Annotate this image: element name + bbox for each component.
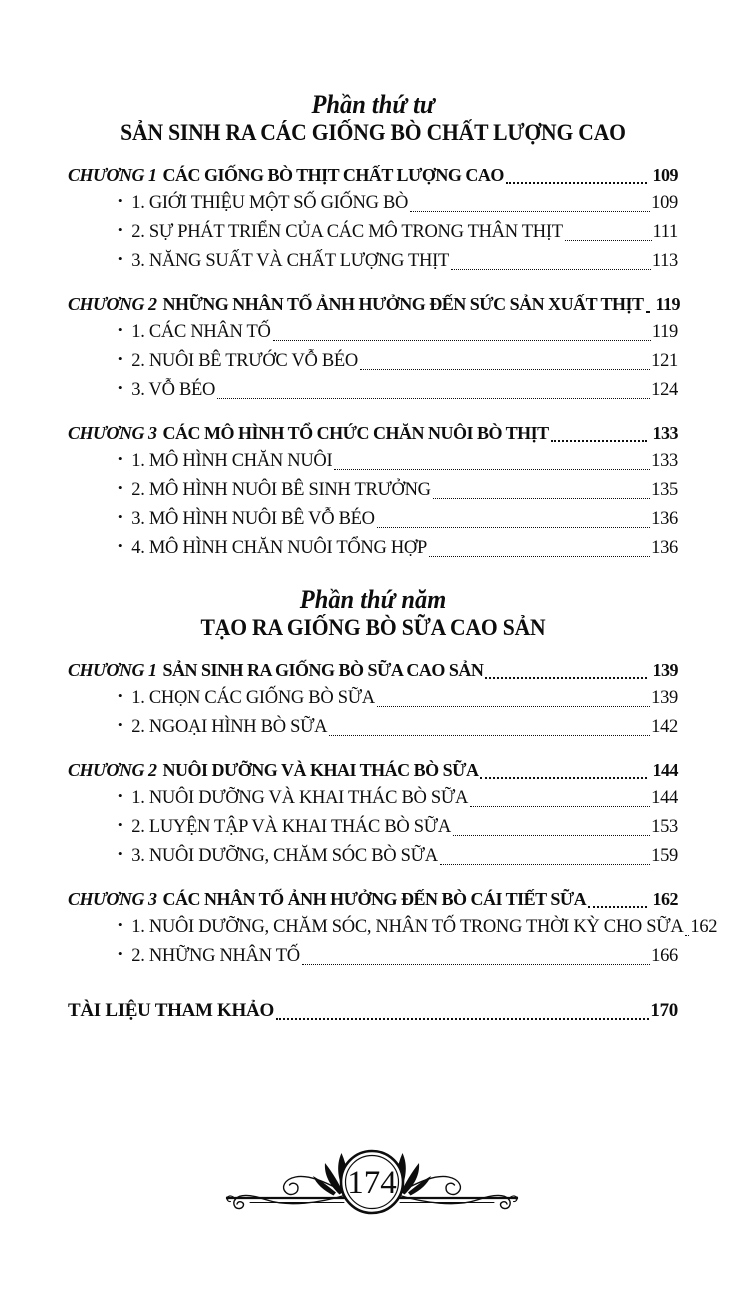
dot-leader (377, 706, 650, 707)
part-title: SẢN SINH RA CÁC GIỐNG BÒ CHẤT LƯỢNG CAO (120, 120, 626, 145)
page-number: 166 (651, 946, 678, 966)
part-heading (68, 90, 678, 147)
dot-leader (329, 735, 650, 736)
dot-leader (480, 777, 646, 779)
toc-chapter-row (68, 419, 678, 447)
toc-part (68, 90, 681, 563)
toc-item-row (68, 913, 718, 942)
bullet-icon: • (118, 846, 123, 861)
toc-item-row (68, 684, 678, 713)
toc-item-row (68, 784, 678, 813)
page-number: 162 (652, 889, 678, 909)
item-title: 4. MÔ HÌNH CHĂN NUÔI TỔNG HỢP (131, 538, 427, 558)
page-number: 136 (651, 538, 678, 558)
chapter-label: CHƯƠNG 2 (68, 760, 157, 780)
item-title: 3. NĂNG SUẤT VÀ CHẤT LƯỢNG THỊT (131, 251, 449, 271)
page-number-medallion (341, 1151, 403, 1213)
dot-leader (217, 398, 650, 399)
toc-part (68, 585, 718, 971)
dot-leader (433, 498, 650, 499)
dot-leader (485, 677, 646, 679)
dot-leader (302, 964, 650, 965)
page-number: 144 (652, 760, 678, 780)
part-heading (68, 585, 678, 642)
dot-leader (377, 527, 650, 528)
chapter-title: CÁC NHÂN TỐ ẢNH HƯỞNG ĐẾN BÒ CÁI TIẾT SỮA (162, 889, 587, 909)
toc-chapter-row (68, 885, 678, 913)
part-label: Phần thứ năm (299, 585, 447, 614)
toc-item-row (68, 347, 678, 376)
chapter-label: CHƯƠNG 3 (68, 889, 157, 909)
dot-leader (646, 311, 650, 313)
item-title: 2. LUYỆN TẬP VÀ KHAI THÁC BÒ SỮA (131, 817, 451, 837)
toc-chapter-row (68, 656, 678, 684)
dot-leader (551, 440, 647, 442)
dot-leader (470, 806, 650, 807)
item-title: 2. MÔ HÌNH NUÔI BÊ SINH TRƯỞNG (131, 480, 431, 500)
toc-item-row (68, 505, 678, 534)
toc-item-row (68, 813, 678, 842)
flourish-right-icon (392, 1153, 518, 1209)
bullet-icon: • (118, 322, 123, 337)
dot-leader (334, 469, 650, 470)
dot-leader (506, 182, 647, 184)
dot-leader (276, 1018, 649, 1020)
toc-item-row (68, 476, 678, 505)
page-number: 111 (652, 222, 678, 242)
page-number: 124 (651, 380, 678, 400)
toc-item-row (68, 447, 678, 476)
chapter-group (68, 756, 678, 871)
item-title: 1. MÔ HÌNH CHĂN NUÔI (131, 451, 333, 471)
bullet-icon: • (118, 688, 123, 703)
chapter-group (68, 885, 718, 971)
dot-leader (451, 269, 651, 270)
dot-leader (440, 864, 650, 865)
dot-leader (360, 369, 650, 370)
bullet-icon: • (118, 251, 123, 266)
item-title: 2. NGOẠI HÌNH BÒ SỮA (131, 717, 328, 737)
item-title: 1. NUÔI DƯỠNG, CHĂM SÓC, NHÂN TỐ TRONG THỜI KỲ CHO SỮA (131, 917, 684, 937)
toc-chapter-row (68, 756, 678, 784)
page-number: 170 (650, 1000, 678, 1021)
references-title: TÀI LIỆU THAM KHẢO (68, 1000, 274, 1021)
item-title: 1. CÁC NHÂN TỐ (131, 322, 271, 342)
page-number: 144 (651, 788, 678, 808)
bullet-icon: • (118, 817, 123, 832)
bullet-icon: • (118, 451, 123, 466)
dot-leader (453, 835, 650, 836)
page-number: 119 (651, 322, 678, 342)
page-number: 136 (651, 509, 678, 529)
chapter-group (68, 161, 678, 276)
page-number: 139 (652, 660, 678, 680)
item-title: 1. NUÔI DƯỠNG VÀ KHAI THÁC BÒ SỮA (131, 788, 469, 808)
item-title: 1. GIỚI THIỆU MỘT SỐ GIỐNG BÒ (131, 193, 409, 213)
toc-sections (68, 90, 718, 971)
bullet-icon: • (118, 788, 123, 803)
bullet-icon: • (118, 917, 123, 932)
chapter-label: CHƯƠNG 1 (68, 660, 157, 680)
page-number: 159 (651, 846, 678, 866)
bullet-icon: • (118, 480, 123, 495)
page-number: 121 (651, 351, 678, 371)
toc-item-row (68, 713, 678, 742)
item-title: 3. MÔ HÌNH NUÔI BÊ VỖ BÉO (131, 509, 375, 529)
item-title: 2. NHỮNG NHÂN TỐ (131, 946, 300, 966)
dot-leader (429, 556, 650, 557)
page-number: 109 (652, 165, 678, 185)
chapter-title: NUÔI DƯỠNG VÀ KHAI THÁC BÒ SỮA (162, 760, 479, 780)
page-number: 153 (651, 817, 678, 837)
bullet-icon: • (118, 380, 123, 395)
toc-item-row (68, 218, 678, 247)
toc-item-row (68, 247, 678, 276)
page-number: 135 (651, 480, 678, 500)
chapter-title: NHỮNG NHÂN TỐ ẢNH HƯỞNG ĐẾN SỨC SẢN XUẤT THỊT (162, 294, 644, 314)
toc-chapter-row (68, 161, 678, 189)
chapter-group (68, 290, 681, 405)
toc-item-row (68, 318, 678, 347)
toc-item-row (68, 376, 678, 405)
chapter-title: CÁC MÔ HÌNH TỔ CHỨC CHĂN NUÔI BÒ THỊT (162, 423, 549, 443)
bullet-icon: • (118, 351, 123, 366)
dot-leader (565, 240, 652, 241)
part-label: Phần thứ tư (311, 90, 435, 119)
dot-leader (588, 906, 646, 908)
dot-leader (685, 935, 689, 936)
page-number: 113 (651, 251, 678, 271)
page-number: 139 (651, 688, 678, 708)
item-title: 3. NUÔI DƯỠNG, CHĂM SÓC BÒ SỮA (131, 846, 438, 866)
footer-ornament (222, 1132, 522, 1242)
chapter-title: CÁC GIỐNG BÒ THỊT CHẤT LƯỢNG CAO (162, 165, 504, 185)
part-title: TẠO RA GIỐNG BÒ SỮA CAO SẢN (200, 615, 546, 640)
page-number: 119 (655, 294, 681, 314)
bullet-icon: • (118, 946, 123, 961)
item-title: 2. SỰ PHÁT TRIỂN CỦA CÁC MÔ TRONG THÂN THỊT (131, 222, 563, 242)
chapter-title: SẢN SINH RA GIỐNG BÒ SỮA CAO SẢN (162, 660, 484, 680)
toc-chapter-row (68, 290, 681, 318)
page-number: 109 (651, 193, 678, 213)
chapter-label: CHƯƠNG 1 (68, 165, 157, 185)
references-row (68, 997, 678, 1025)
item-title: 1. CHỌN CÁC GIỐNG BÒ SỮA (131, 688, 375, 708)
page-number: 142 (651, 717, 678, 737)
page-number: 133 (652, 423, 678, 443)
bullet-icon: • (118, 717, 123, 732)
chapter-label: CHƯƠNG 3 (68, 423, 157, 443)
toc-item-row (68, 534, 678, 563)
toc-item-row (68, 189, 678, 218)
dot-leader (410, 211, 650, 212)
footer-page-number: 174 (347, 1165, 397, 1201)
item-title: 3. VỖ BÉO (131, 380, 216, 400)
table-of-contents (68, 90, 718, 1025)
bullet-icon: • (118, 222, 123, 237)
toc-item-row (68, 942, 678, 971)
bullet-icon: • (118, 509, 123, 524)
dot-leader (273, 340, 651, 341)
page-number: 133 (651, 451, 678, 471)
chapter-label: CHƯƠNG 2 (68, 294, 157, 314)
bullet-icon: • (118, 193, 123, 208)
page-number: 162 (690, 917, 718, 937)
chapter-group (68, 419, 678, 563)
item-title: 2. NUÔI BÊ TRƯỚC VỖ BÉO (131, 351, 358, 371)
flourish-left-icon (226, 1153, 352, 1209)
bullet-icon: • (118, 538, 123, 553)
toc-item-row (68, 842, 678, 871)
chapter-group (68, 656, 678, 742)
